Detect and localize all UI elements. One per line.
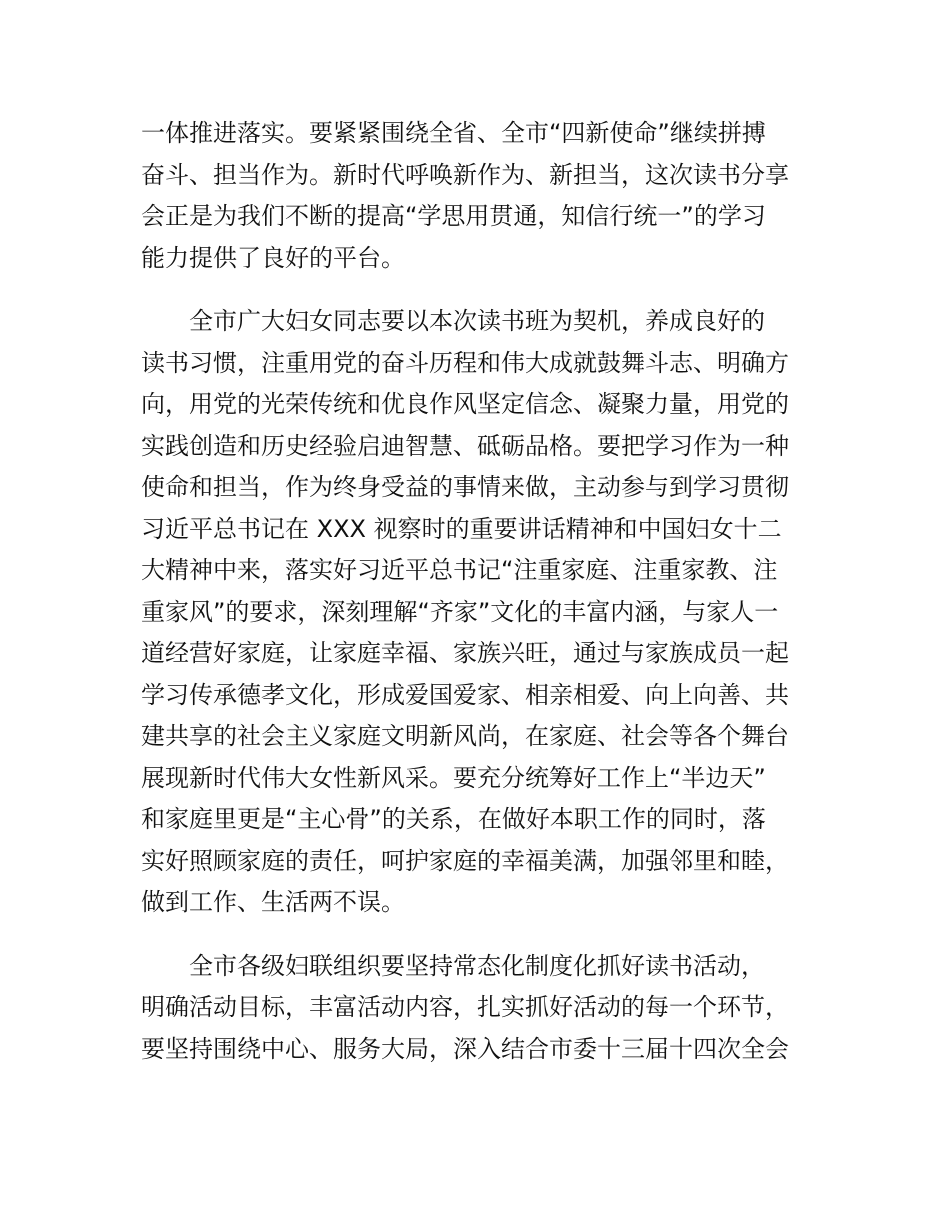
document-body xyxy=(141,113,813,1070)
text-line: 明确活动目标，丰富活动内容，扎实抓好活动的每一个环节， xyxy=(141,993,789,1021)
text-line: 和家庭里更是“主心骨”的关系，在做好本职工作的同时，落 xyxy=(141,805,766,833)
text-line: 向，用党的光荣传统和优良作风坚定信念、凝聚力量，用党的 xyxy=(141,390,789,418)
text-line: 读书习惯，注重用党的奋斗历程和伟大成就鼓舞斗志、明确方 xyxy=(141,348,789,377)
text-line: 展现新时代伟大女性新风采。要充分统筹好工作上“半边天” xyxy=(141,763,766,792)
paragraph-gap xyxy=(141,924,813,946)
text-line: 习近平总书记在 XXX 视察时的重要讲话精神和中国妇女十二 xyxy=(141,514,782,543)
text-line: 学习传承德孝文化，形成爱国爱家、相亲相爱、向上向善、共 xyxy=(141,680,789,709)
text-line: 能力提供了良好的平台。 xyxy=(141,243,405,272)
paragraph-2 xyxy=(141,301,813,924)
paragraph-1 xyxy=(141,113,813,279)
text-line: 建共享的社会主义家庭文明新风尚，在家庭、社会等各个舞台 xyxy=(141,722,789,750)
text-line: 全市广大妇女同志要以本次读书班为契机，养成良好的 xyxy=(189,307,765,335)
text-line: 重家风”的要求，深刻理解“齐家”文化的丰富内涵，与家人一 xyxy=(141,597,779,626)
text-line: 奋斗、担当作为。新时代呼唤新作为、新担当，这次读书分享 xyxy=(141,160,789,189)
text-line: 实好照顾家庭的责任，呵护家庭的幸福美满，加强邻里和睦， xyxy=(141,846,789,875)
text-line: 道经营好家庭，让家庭幸福、家族兴旺，通过与家族成员一起 xyxy=(141,639,789,667)
text-line: 做到工作、生活两不误。 xyxy=(141,888,405,916)
paragraph-3 xyxy=(141,946,813,1071)
text-line: 要坚持围绕中心、服务大局，深入结合市委十三届十四次全会 xyxy=(141,1034,789,1063)
text-line: 会正是为我们不断的提高“学思用贯通，知信行统一”的学习 xyxy=(141,202,766,230)
paragraph-gap xyxy=(141,279,813,301)
text-line: 一体推进落实。要紧紧围绕全省、全市“四新使命”继续拼搏 xyxy=(141,119,766,147)
text-line: 使命和担当，作为终身受益的事情来做，主动参与到学习贯彻 xyxy=(141,473,789,501)
text-line: 大精神中来，落实好习近平总书记“注重家庭、注重家教、注 xyxy=(141,556,778,584)
text-line: 实践创造和历史经验启迪智慧、砥砺品格。要把学习作为一种 xyxy=(141,431,789,460)
text-line: 全市各级妇联组织要坚持常态化制度化抓好读书活动， xyxy=(189,951,765,980)
